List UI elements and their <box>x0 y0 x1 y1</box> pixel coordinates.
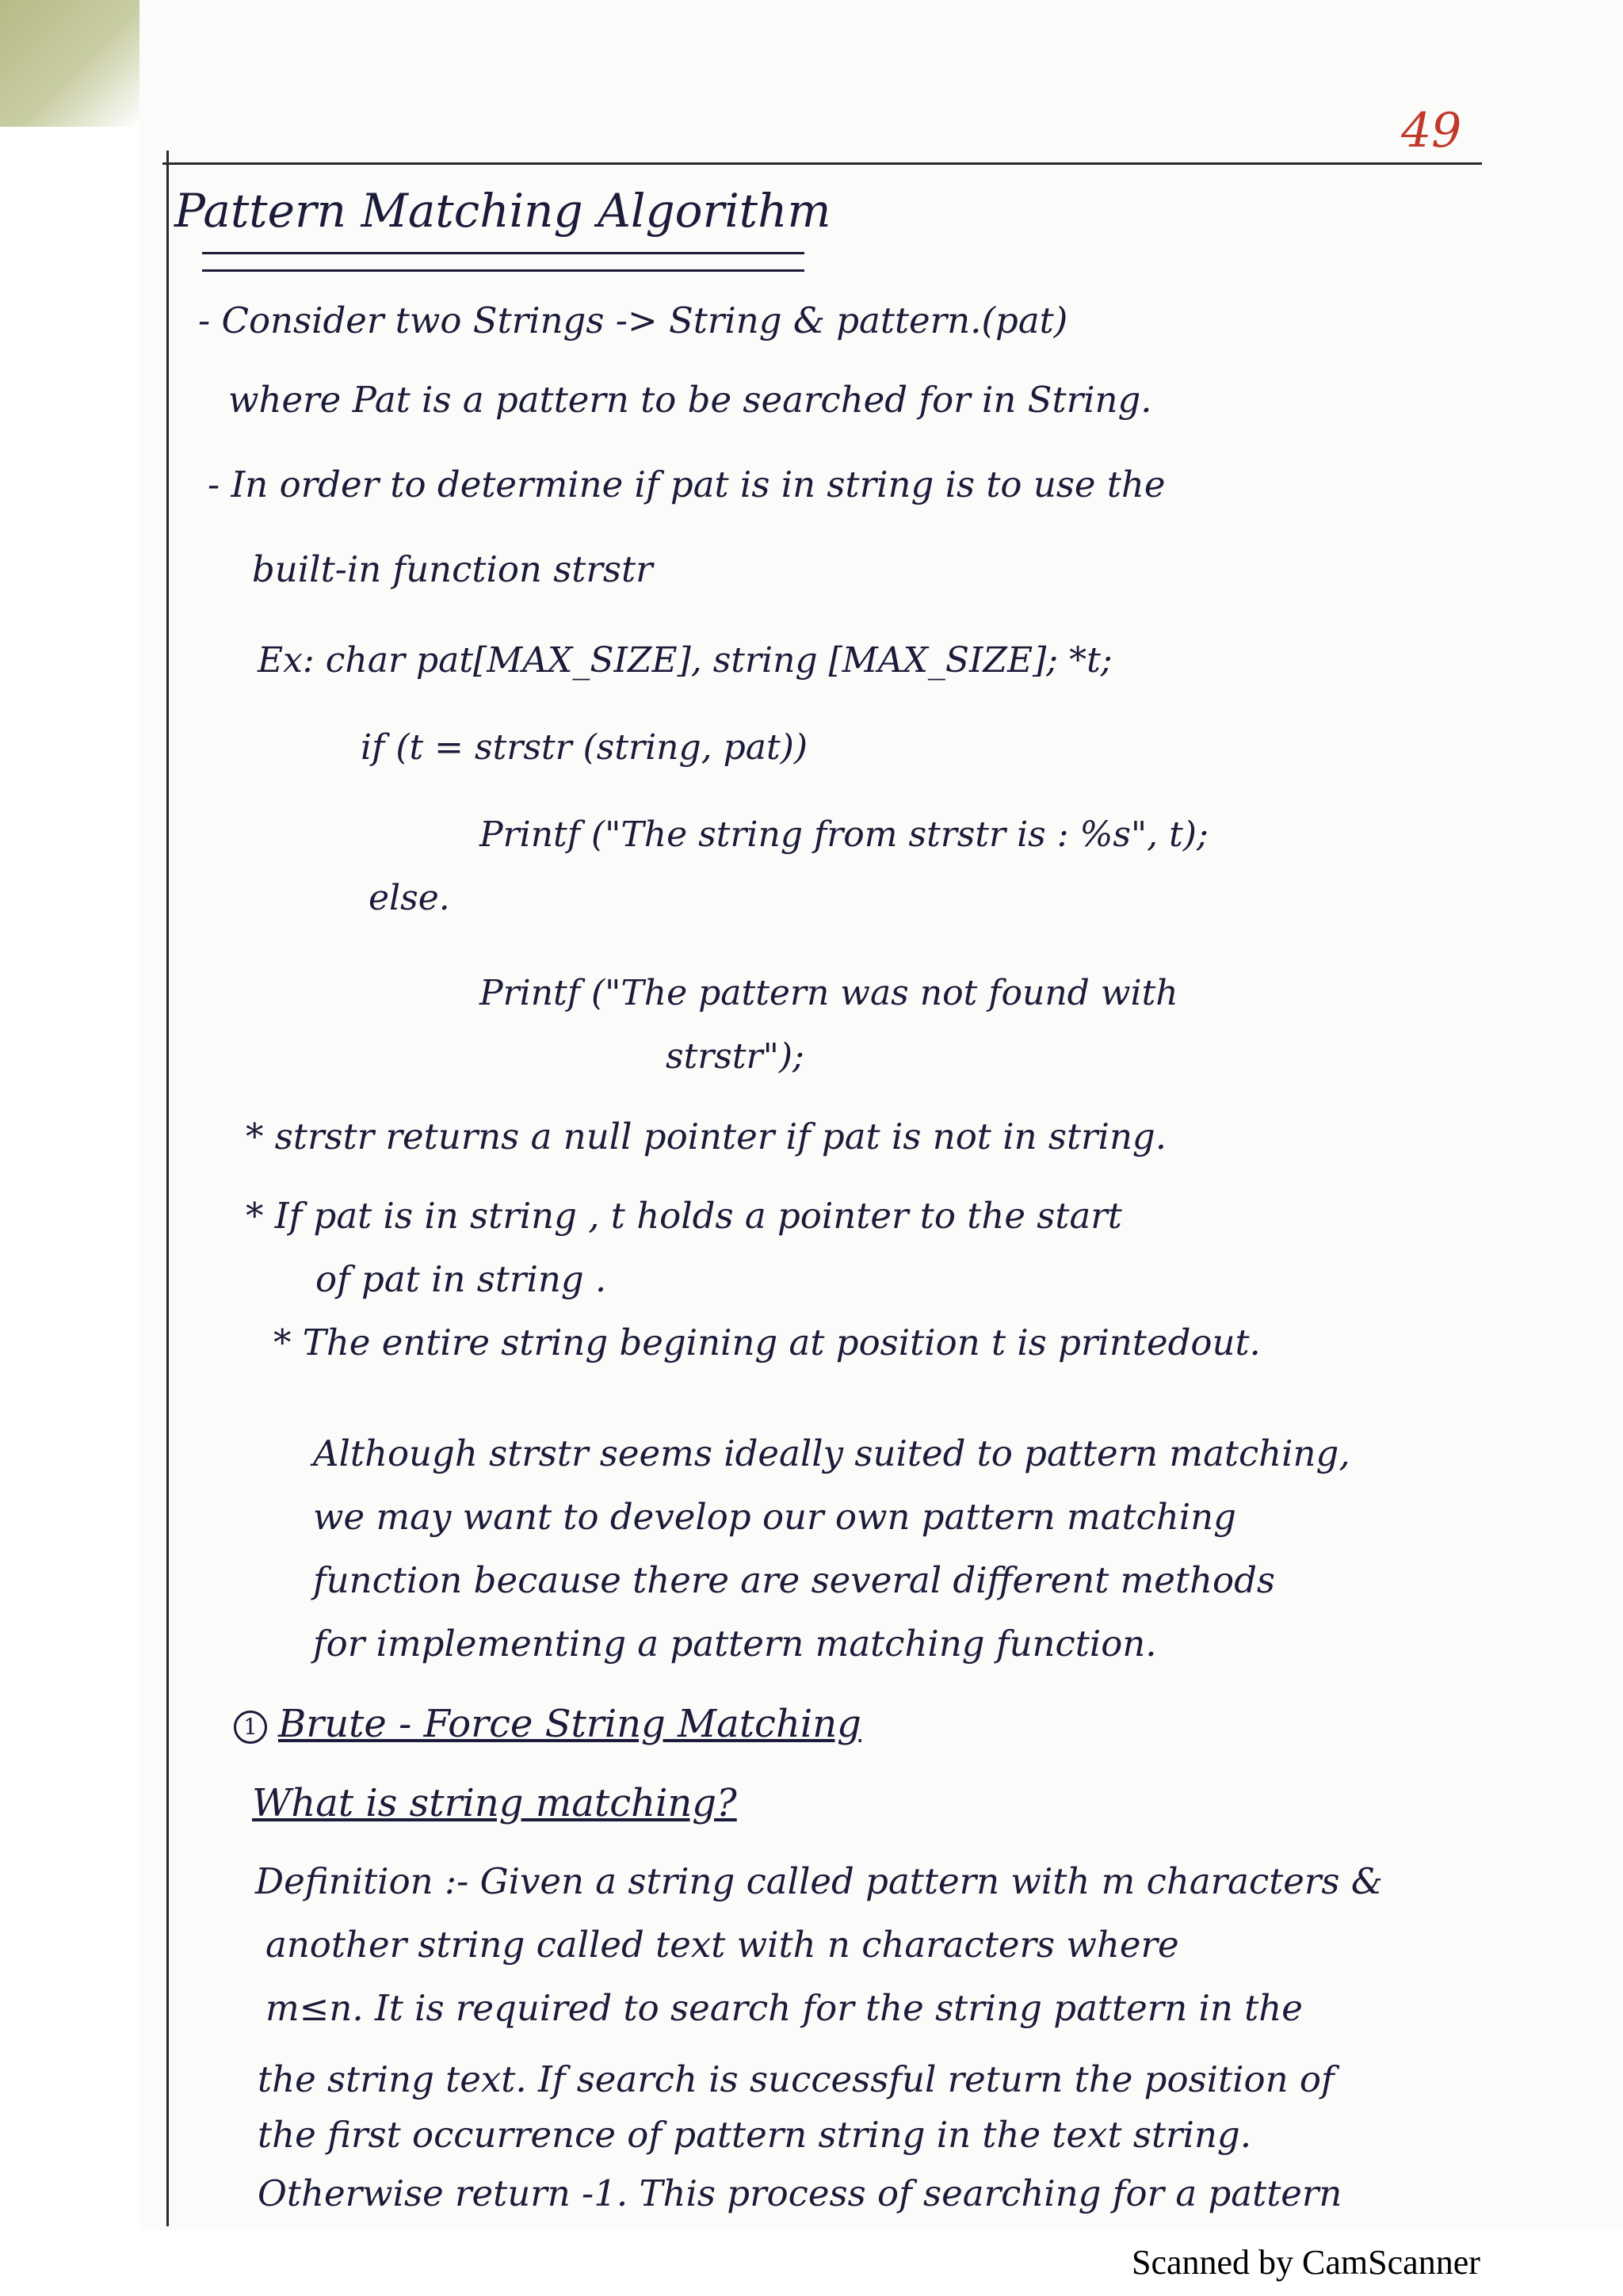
code-line: strstr"); <box>666 1036 804 1077</box>
subheading: What is string matching? <box>252 1781 737 1825</box>
text-line: where Pat is a pattern to be searched for in String. <box>228 379 1152 421</box>
code-line: if (t = strstr (string, pat)) <box>361 727 808 768</box>
section-heading <box>234 1702 861 1746</box>
text-line: for implementing a pattern matching function. <box>313 1623 1157 1665</box>
definition-line: Definition :- Given a string called pattern with m characters & <box>255 1860 1383 1902</box>
page-title: Pattern Matching Algorithm <box>174 184 831 238</box>
text-line: - Consider two Strings -> String & pattern.(pat) <box>198 299 1068 341</box>
note-line: * The entire string begining at position t is printedout. <box>273 1322 1261 1363</box>
list-marker: 1 <box>234 1711 267 1744</box>
title-underline <box>202 269 804 272</box>
title-underline <box>202 252 804 254</box>
definition-line: the string text. If search is successful return the position of <box>258 2058 1335 2100</box>
definition-line: another string called text with n characters where <box>265 1924 1179 1966</box>
note-line: * strstr returns a null pointer if pat is not in string. <box>246 1116 1167 1158</box>
note-line: * If pat is in string , t holds a pointer to the start <box>246 1195 1122 1237</box>
section-heading-text: Brute - Force String Matching <box>278 1702 861 1746</box>
page-number: 49 <box>1401 103 1462 158</box>
code-line: Ex: char pat[MAX_SIZE], string [MAX_SIZE]; *t; <box>258 640 1113 681</box>
definition-line: m≤n. It is required to search for the string pattern in the <box>265 1987 1303 2029</box>
background-corner <box>0 0 139 127</box>
definition-line: Otherwise return -1. This process of searching for a pattern <box>258 2172 1342 2214</box>
definition-line: the first occurrence of pattern string in the text string. <box>258 2114 1252 2156</box>
text-line: Although strstr seems ideally suited to pattern matching, <box>313 1432 1350 1474</box>
text-line: built-in function strstr <box>252 548 653 590</box>
code-line: Printf ("The pattern was not found with <box>479 973 1178 1013</box>
header-rule <box>162 162 1482 165</box>
note-line: of pat in string . <box>315 1258 607 1300</box>
text-line: function because there are several different methods <box>313 1559 1275 1601</box>
code-line: Printf ("The string from strstr is : %s", t); <box>479 814 1209 855</box>
code-line: else. <box>369 878 450 918</box>
margin-line <box>166 151 169 2226</box>
scanner-watermark: Scanned by CamScanner <box>1132 2243 1480 2282</box>
text-line: - In order to determine if pat is in string is to use the <box>208 463 1166 505</box>
text-line: we may want to develop our own pattern matching <box>313 1496 1236 1538</box>
